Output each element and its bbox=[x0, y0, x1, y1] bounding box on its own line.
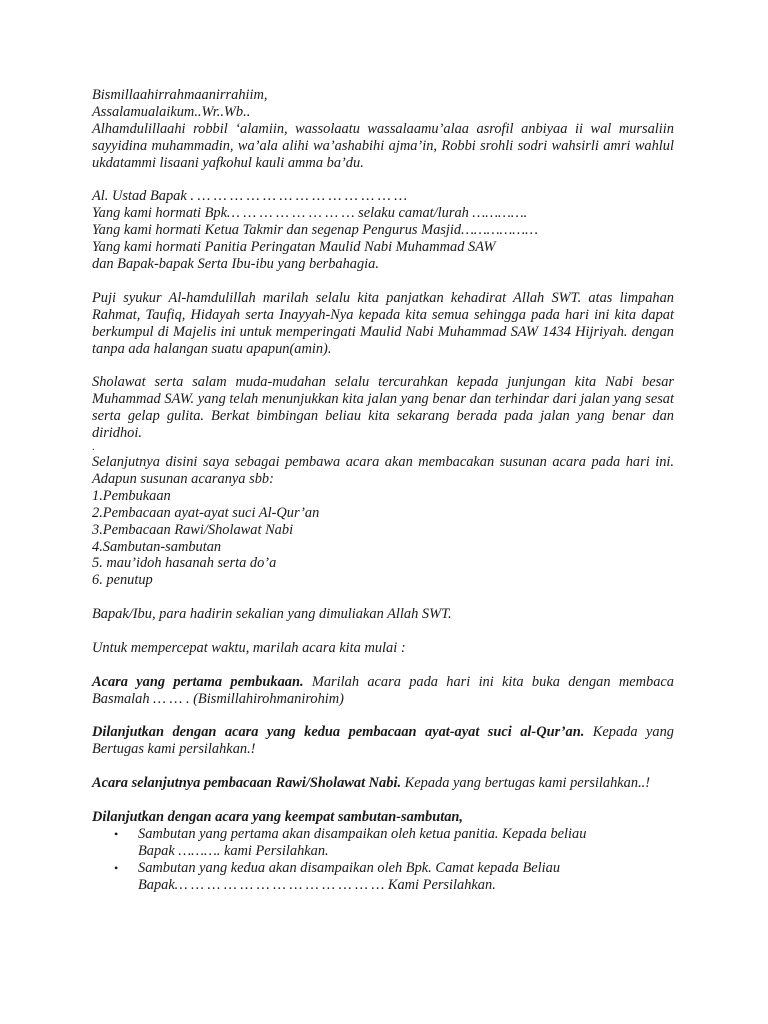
acara-pembukaan-text: Marilah acara pada hari ini kita buka dengan membaca Basmalah … … . (Bismillahirohmanirohim) bbox=[92, 673, 674, 707]
sambutan-line: Bapak ………. kami Persilahkan. bbox=[138, 842, 329, 859]
agenda-item: 5. mau’idoh hasanah serta do’a bbox=[92, 555, 277, 572]
sambutan-list bbox=[92, 826, 674, 894]
acara-rawi-heading: Acara selanjutnya pembacaan Rawi/Sholawat Nabi. bbox=[92, 775, 402, 792]
sambutan-line: Bapak… … … … … … … … … … … … … Kami Persilahkan. bbox=[138, 876, 496, 893]
acara-rawi-text: Kepada yang bertugas kami persilahkan..! bbox=[401, 775, 651, 792]
agenda-item: 1.Pembukaan bbox=[92, 487, 171, 504]
paragraph-sholawat: Sholawat serta salam muda-mudahan selalu tercurahkan kepada junjungan kita Nabi besar Muhammad SAW. yang telah menunjukkan kita jalan yang benar dan terhindar dari jalan yang sesat serta gelap gulita. Berkat bimbingan beliau kita sekarang berada pada jalan yang benar dan diridhoi. bbox=[92, 374, 674, 442]
acara-quran bbox=[92, 724, 674, 758]
greeting-line: Yang kami hormati Ketua Takmir dan segenap Pengurus Masjid……………… bbox=[92, 222, 538, 239]
greeting-line: Yang kami hormati Panitia Peringatan Maulid Nabi Muhammad SAW bbox=[92, 239, 496, 256]
acara-rawi bbox=[92, 775, 674, 792]
opening-hamdalah: Alhamdulillaahi robbil ‘alamiin, wassolaatu wassalaamu’alaa asrofil anbiyaa ii wal mursaliin sayyidina muhammadin, wa’ala alihi wa’ashabihi ajma’in, Robbi srohli sodri wahsirli amri wahlul ukdatammi lisaani yafkohul kauli amma ba’du. bbox=[92, 120, 674, 171]
agenda-item: 3.Pembacaan Rawi/Sholawat Nabi bbox=[92, 521, 294, 538]
list-item bbox=[92, 860, 674, 894]
document-body bbox=[92, 87, 674, 893]
stray-mark: . bbox=[92, 441, 95, 453]
acara-quran-heading: Dilanjutkan dengan acara yang kedua pembacaan ayat-ayat suci al-Qur’an. bbox=[92, 724, 585, 741]
list-item bbox=[92, 826, 674, 860]
greeting-line: Yang kami hormati Bpk… … … … … … … … selaku camat/lurah …………. bbox=[92, 205, 528, 222]
paragraph-susunan: Selanjutnya disini saya sebagai pembawa acara akan membacakan susunan acara pada hari ini. Adapun susunan acaranya sbb: bbox=[92, 453, 674, 487]
greeting-line: Al. Ustad Bapak . … … … … … … … … … … … … … bbox=[92, 188, 408, 205]
line-mulai: Untuk mempercepat waktu, marilah acara kita mulai : bbox=[92, 639, 406, 656]
sambutan-line: Sambutan yang kedua akan disampaikan oleh Bpk. Camat kepada Beliau bbox=[138, 859, 561, 876]
agenda-item: 4.Sambutan-sambutan bbox=[92, 538, 222, 555]
acara-quran-text: Kepada yang Bertugas kami persilahkan.! bbox=[92, 724, 674, 758]
acara-pembukaan bbox=[92, 674, 674, 708]
paragraph-syukur: Puji syukur Al-hamdulillah marilah selalu kita panjatkan kehadirat Allah SWT. atas limpahan Rahmat, Taufiq, Hidayah serta Inayyah-Nya kepada kita semua sehingga pada hari ini kita dapat berkumpul di Majelis ini untuk memperingati Maulid Nabi Muhammad SAW 1434 Hijriyah. dengan tanpa ada halangan suatu apapun(amin). bbox=[92, 289, 674, 357]
line-hadirin: Bapak/Ibu, para hadirin sekalian yang dimuliakan Allah SWT. bbox=[92, 606, 452, 623]
agenda-item: 2.Pembacaan ayat-ayat suci Al-Qur’an bbox=[92, 504, 320, 521]
greeting-line: dan Bapak-bapak Serta Ibu-ibu yang berbahagia. bbox=[92, 256, 379, 273]
opening-salam: Assalamualaikum..Wr..Wb.. bbox=[92, 103, 251, 120]
acara-pembukaan-heading: Acara yang pertama pembukaan. bbox=[92, 673, 304, 690]
acara-sambutan-heading: Dilanjutkan dengan acara yang keempat sambutan-sambutan, bbox=[92, 808, 464, 825]
agenda-item: 6. penutup bbox=[92, 572, 153, 589]
opening-basmalah: Bismillaahirrahmaanirrahiim, bbox=[92, 87, 268, 103]
bullet-icon: • bbox=[114, 826, 119, 841]
bullet-icon: • bbox=[114, 860, 119, 875]
sambutan-line: Sambutan yang pertama akan disampaikan oleh ketua panitia. Kepada beliau bbox=[138, 825, 587, 842]
